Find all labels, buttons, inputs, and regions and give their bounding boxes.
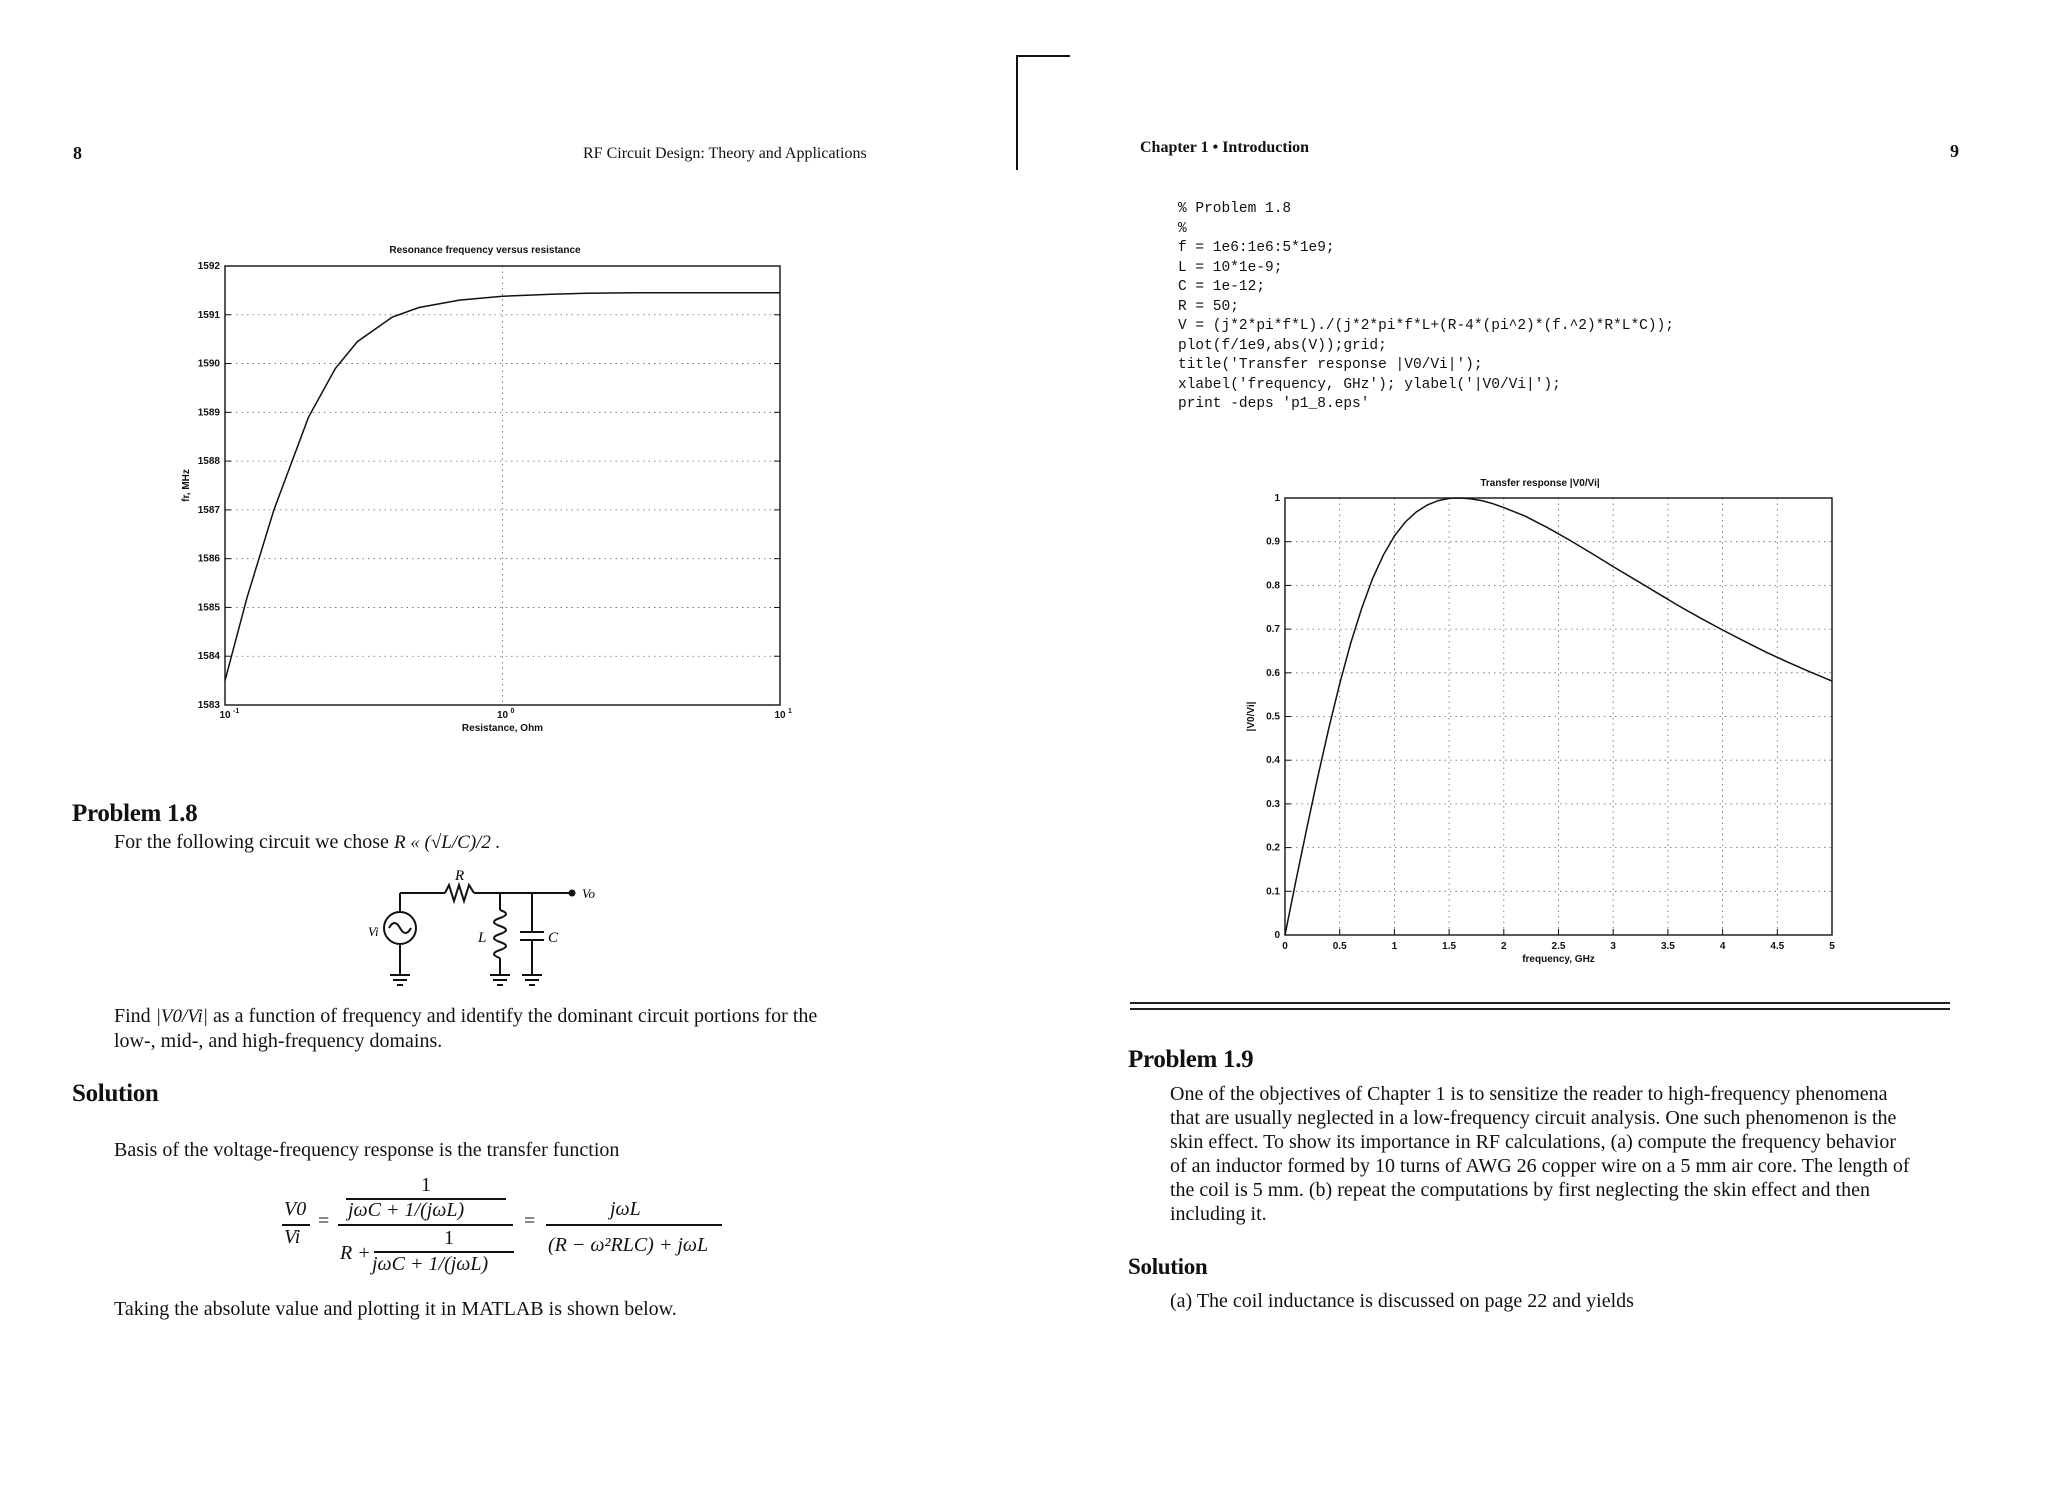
c-label: C	[548, 930, 559, 946]
y-tick-label: 1589	[197, 407, 220, 419]
solution-title-left: Solution	[72, 1080, 159, 1107]
code-line: V = (j*2*pi*f*L)./(j*2*pi*f*L+(R-4*(pi^2)*(f.^2)*R*L*C));	[1178, 318, 1674, 334]
x-tick-label: 1.5	[1442, 941, 1457, 952]
x-axis-label: frequency, GHz	[1522, 954, 1595, 965]
solution-text-right: (a) The coil inductance is discussed on page 22 and yields	[1170, 1290, 1634, 1312]
l-label: L	[478, 930, 487, 946]
y-tick-label: 1587	[197, 504, 220, 516]
ground-icon	[390, 975, 410, 985]
section-rule-bottom	[1130, 1008, 1950, 1010]
resistor-icon	[445, 885, 474, 901]
eq-lhs-numerator: V0	[284, 1198, 307, 1220]
problem-1-9-line: that are usually neglected in a low-frequency circuit analysis. One such phenomenon is the	[1170, 1107, 1897, 1129]
y-tick-label: 1592	[197, 261, 220, 272]
gutter-mark	[1016, 55, 1018, 170]
code-line: title('Transfer response |V0/Vi|');	[1178, 357, 1483, 373]
y-tick-label: 0.3	[1266, 798, 1280, 810]
x-tick-label: 2	[1501, 941, 1507, 952]
y-tick-label: 0.4	[1266, 755, 1280, 767]
x-tick-label: 3.5	[1660, 941, 1675, 952]
grid-lines	[225, 266, 780, 705]
page-number-right: 9	[1950, 141, 1959, 161]
x-tick-label: 0	[1282, 941, 1288, 952]
x-tick-exponent: 0	[510, 708, 515, 715]
y-tick-label: 0.6	[1266, 667, 1280, 679]
x-tick-label: 3	[1610, 941, 1616, 952]
problem-1-9-text	[1170, 1082, 1960, 1226]
x-tick-label: 4	[1719, 941, 1726, 952]
code-line: % Problem 1.8	[1178, 201, 1292, 217]
problem-1-9-line: including it.	[1170, 1203, 1267, 1225]
series-line	[1285, 498, 1832, 935]
y-tick-label: 1591	[197, 309, 220, 321]
capacitor-icon	[520, 932, 544, 940]
y-axis-label: fr, MHz	[181, 469, 192, 502]
matlab-code-block	[1178, 200, 1674, 415]
y-tick-label: 0	[1274, 930, 1280, 941]
page-number-left: 8	[73, 143, 82, 163]
grid-lines	[1285, 498, 1832, 935]
eq-bottom-one: 1	[444, 1227, 454, 1249]
vi-label: Vi	[368, 924, 379, 939]
x-tick-label: 10	[496, 710, 509, 721]
code-line: print -deps 'p1_8.eps'	[1178, 396, 1370, 412]
x-tick-label: 5	[1829, 941, 1835, 952]
y-tick-label: 1584	[197, 651, 220, 663]
find-statement	[114, 1004, 914, 1053]
eq-rhs-fraction-bar	[546, 1224, 722, 1226]
x-tick-label: 2.5	[1551, 941, 1566, 952]
problem-1-8-title: Problem 1.8	[72, 800, 198, 827]
find-lead: Find	[114, 1005, 151, 1027]
chart-transfer-svg	[1240, 470, 1840, 975]
solution-title-right: Solution	[1128, 1254, 1208, 1279]
find-line2: low-, mid-, and high-frequency domains.	[114, 1030, 443, 1052]
x-tick-label: 0.5	[1332, 941, 1347, 952]
chart-title: Resonance frequency versus resistance	[389, 245, 581, 256]
r-label: R	[455, 868, 465, 884]
transfer-function-equation	[276, 1172, 736, 1287]
code-line: %	[1178, 220, 1187, 237]
section-rule-top	[1130, 1002, 1950, 1004]
problem-1-8-text	[114, 830, 500, 855]
plot-frame	[1285, 498, 1832, 935]
problem-1-9-title: Problem 1.9	[1128, 1046, 1254, 1073]
y-tick-label: 1583	[197, 700, 220, 711]
code-line: xlabel('frequency, GHz'); ylabel('|V0/Vi|');	[1178, 376, 1561, 393]
plot-frame	[225, 266, 780, 705]
vo-label: Vo	[582, 886, 595, 901]
eq-inner-den-2: jωC + 1/(jωL)	[372, 1253, 489, 1275]
x-tick-label: 10	[774, 710, 786, 721]
chart-resonance-frequency	[175, 240, 795, 745]
eq-rhs-denominator: (R − ω²RLC) + jωL	[548, 1234, 709, 1256]
x-tick-label: 10	[219, 710, 231, 721]
problem-1-8-text-prefix: For the following circuit we chose	[114, 831, 394, 853]
code-line: C = 1e-12;	[1178, 279, 1266, 295]
x-tick-exponent: 1	[788, 708, 792, 715]
y-tick-label: 1586	[197, 553, 220, 565]
basis-text: Basis of the voltage-frequency response is the transfer function	[114, 1139, 620, 1161]
problem-1-9-line: of an inductor formed by 10 turns of AWG 26 copper wire on a 5 mm air core. The length of	[1170, 1155, 1910, 1177]
code-line: f = 1e6:1e6:5*1e9;	[1178, 240, 1335, 256]
eq-equals-1: =	[318, 1210, 330, 1232]
y-axis-label: |V0/Vi|	[1246, 701, 1257, 732]
chart-transfer-response	[1240, 470, 1840, 975]
chart-resonance-svg	[175, 240, 795, 745]
x-tick-label: 1	[1391, 941, 1398, 952]
y-tick-label: 0.5	[1266, 711, 1280, 723]
eq-main-fraction-bar	[338, 1224, 513, 1226]
eq-r-plus: R +	[340, 1242, 371, 1264]
find-rest: as a function of frequency and identify the dominant circuit portions for the	[213, 1005, 818, 1027]
y-tick-label: 1590	[197, 358, 220, 370]
problem-1-9-line: One of the objectives of Chapter 1 is to sensitize the reader to high-frequency phenomena	[1170, 1083, 1888, 1105]
y-tick-label: 0.2	[1266, 842, 1280, 854]
chart-title: Transfer response |V0/Vi|	[1480, 478, 1600, 489]
y-tick-label: 0.9	[1266, 536, 1280, 548]
code-line: L = 10*1e-9;	[1178, 259, 1283, 276]
find-expression: |V0/Vi|	[155, 1006, 208, 1027]
eq-equals-2: =	[524, 1210, 536, 1232]
eq-lhs-denominator: Vi	[284, 1226, 301, 1248]
running-head-left: RF Circuit Design: Theory and Applications	[583, 145, 867, 162]
y-tick-label: 1	[1274, 493, 1280, 504]
problem-1-9-line: skin effect. To show its importance in RF calculations, (a) compute the frequency behavior	[1170, 1131, 1896, 1153]
closing-text: Taking the absolute value and plotting it in MATLAB is shown below.	[114, 1298, 677, 1320]
eq-top-one: 1	[421, 1174, 431, 1196]
inductor-icon	[494, 910, 506, 958]
eq-rhs-numerator: jωL	[610, 1198, 641, 1220]
y-tick-label: 1585	[197, 602, 220, 614]
code-line: plot(f/1e9,abs(V));grid;	[1178, 337, 1387, 354]
y-tick-label: 1588	[197, 456, 220, 468]
y-tick-label: 0.8	[1266, 580, 1280, 592]
eq-inner-den-1: jωC + 1/(jωL)	[348, 1199, 465, 1221]
running-head-right: Chapter 1 • Introduction	[1140, 139, 1310, 156]
code-line: R = 50;	[1178, 298, 1239, 315]
x-axis-label: Resistance, Ohm	[461, 723, 544, 734]
x-tick-label: 4.5	[1770, 941, 1785, 952]
problem-1-9-line: the coil is 5 mm. (b) repeat the computations by first neglecting the skin effect and then	[1170, 1179, 1870, 1201]
y-tick-label: 0.7	[1266, 624, 1280, 636]
rlc-circuit-diagram	[360, 860, 620, 1000]
y-tick-label: 0.1	[1266, 886, 1280, 898]
gutter-mark-top	[1016, 55, 1070, 57]
x-tick-exponent: -1	[233, 708, 240, 715]
problem-1-8-condition: R « (√L/C)/2 .	[393, 832, 501, 853]
